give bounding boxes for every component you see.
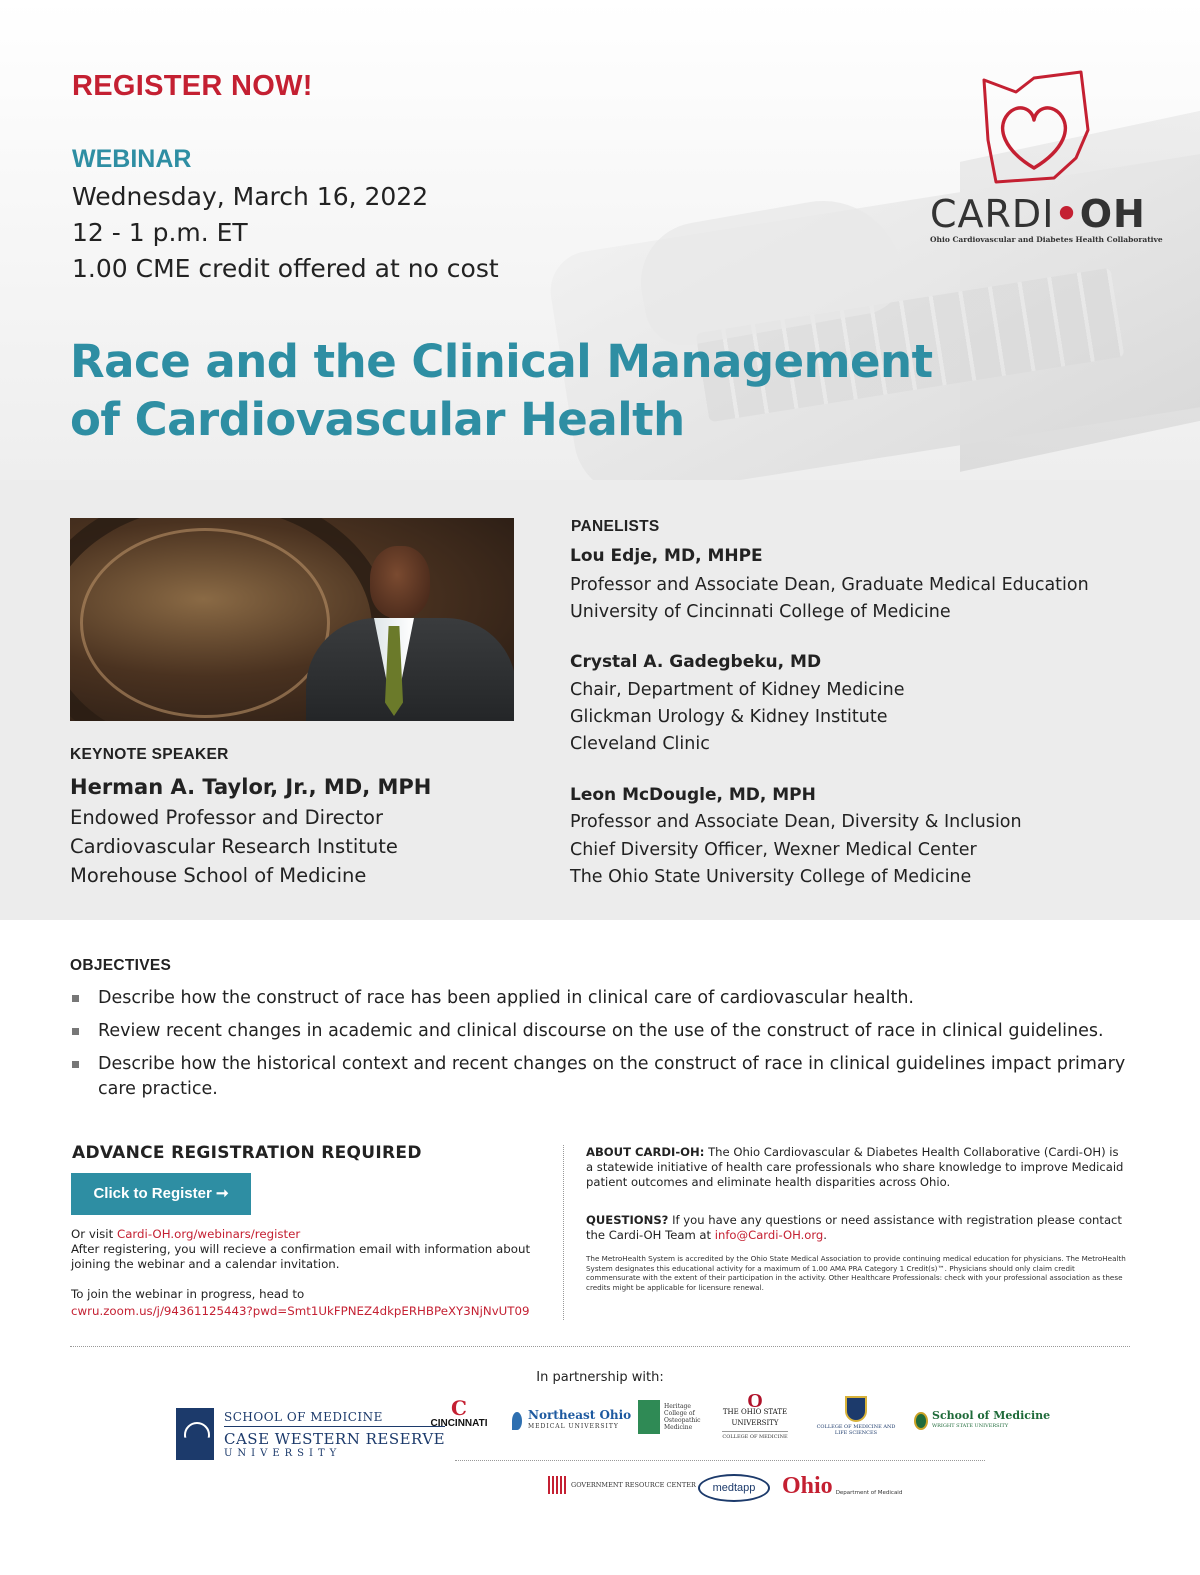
register-button[interactable]: Click to Register ➞ [71, 1173, 251, 1215]
ohio-heart-icon [926, 70, 1156, 190]
footer-divider [70, 1346, 1130, 1347]
neomed-name: Northeast Ohio [528, 1408, 632, 1422]
panelist-line: University of Cincinnati College of Medicine [570, 602, 951, 622]
panelist-name: Leon McDougle, MD, MPH [570, 785, 816, 805]
bullet-icon [72, 995, 79, 1002]
photo-figure-head [370, 546, 430, 618]
partner-divider [455, 1460, 985, 1461]
osu-block-o-icon: O [747, 1390, 763, 1412]
objective-text: Describe how the historical context and recent changes on the construct of race in clinical guidelines impact primary care practice. [98, 1054, 1126, 1099]
vertical-divider [563, 1145, 564, 1320]
ohio-medicaid-sub: Department of Medicaid [835, 1490, 903, 1496]
about-label: ABOUT CARDI-OH: [586, 1145, 705, 1159]
logo-wordmark-dot: • [1054, 192, 1080, 236]
contact-email-link[interactable]: info@Cardi-OH.org [714, 1228, 824, 1242]
toledo-name: COLLEGE OF MEDICINE AND LIFE SCIENCES [816, 1424, 896, 1436]
uc-logo [428, 1398, 490, 1429]
questions-label: QUESTIONS? [586, 1213, 669, 1227]
objective-item [72, 986, 1152, 1011]
heritage-name: Heritage College of Osteopathic Medicine [664, 1403, 701, 1431]
questions-period: . [823, 1228, 827, 1242]
ohio-wordmark: Ohio [782, 1473, 833, 1499]
neomed-sub: MEDICAL UNIVERSITY [528, 1423, 619, 1430]
uc-name: CINCINNATI [430, 1418, 488, 1429]
event-date: Wednesday, March 16, 2022 [72, 182, 429, 211]
osu-logo [716, 1390, 794, 1443]
objective-item [72, 1019, 1152, 1044]
join-text: To join the webinar in progress, head to [71, 1287, 305, 1301]
panelists-label: PANELISTS [571, 518, 660, 535]
event-time: 12 - 1 p.m. ET [72, 218, 248, 247]
cwru-university-text: UNIVERSITY [224, 1447, 342, 1459]
or-visit-text: Or visit [71, 1227, 117, 1241]
main-title [70, 333, 933, 449]
cwru-emblem-icon [176, 1408, 214, 1460]
zoom-link[interactable]: cwru.zoom.us/j/94361125443?pwd=Smt1UkFPNEZ4dkpERHBPeXY3NjNvUT09 [71, 1304, 530, 1318]
accreditation-statement: The MetroHealth System is accredited by the Ohio State Medical Association to provide continuing medical education for physicians. The MetroHealth System designates this educational activity for a maximum of 1.00 AMA PRA Category 1 Credit(s)™. Physicians should only claim credit commensurate with the extent of their participation in the activity. Other Healthcare Professionals: check with your professional association as these credits might be applicable for licensure renewal. [586, 1254, 1126, 1292]
cwru-name-text: CASE WESTERN RESERVE [224, 1429, 446, 1448]
event-cme: 1.00 CME credit offered at no cost [72, 254, 499, 283]
keynote-name: Herman A. Taylor, Jr., MD, MPH [70, 775, 432, 799]
webinar-label: WEBINAR [72, 145, 192, 173]
join-instructions [71, 1287, 551, 1319]
keynote-label: KEYNOTE SPEAKER [70, 746, 229, 763]
about-text: The Ohio Cardiovascular & Diabetes Health Collaborative (Cardi-OH) is a statewide initiative of health care professionals who share knowledge to improve Medicaid patient outcomes and eliminate health disparities across Ohio. [586, 1145, 1124, 1189]
register-instructions [71, 1227, 551, 1272]
panelist-name: Crystal A. Gadegbeku, MD [570, 652, 822, 672]
cwru-logo [176, 1408, 445, 1460]
objective-text: Describe how the construct of race has been applied in clinical care of cardiovascular health. [98, 988, 914, 1008]
main-title-line2: of Cardiovascular Health [70, 393, 685, 446]
keynote-institute: Cardiovascular Research Institute [70, 835, 398, 858]
ohio-medicaid-logo [782, 1474, 902, 1498]
panelist-line: Professor and Associate Dean, Graduate Medical Education [570, 575, 1089, 595]
medtapp-name: medtapp [698, 1474, 770, 1502]
keynote-title: Endowed Professor and Director [70, 806, 383, 829]
bullet-icon [72, 1028, 79, 1035]
heritage-logo [638, 1400, 712, 1434]
objective-item [72, 1052, 1152, 1102]
panelist-line: Professor and Associate Dean, Diversity & Inclusion [570, 812, 1022, 832]
after-registering-text: After registering, you will recieve a confirmation email with information about joining the webinar and a calendar invitation. [71, 1242, 531, 1271]
partnership-label: In partnership with: [536, 1370, 664, 1385]
neomed-logo [512, 1410, 631, 1432]
logo-wordmark-left: CARDI [930, 192, 1055, 236]
heritage-shield-icon [638, 1400, 660, 1434]
panelist-line: The Ohio State University College of Medicine [570, 867, 972, 887]
keynote-school: Morehouse School of Medicine [70, 864, 367, 887]
wright-name: School of Medicine [932, 1409, 1051, 1422]
bullet-icon [72, 1061, 79, 1068]
objectives-label: OBJECTIVES [70, 957, 172, 974]
register-now-heading: REGISTER NOW! [72, 70, 313, 102]
registration-label: ADVANCE REGISTRATION REQUIRED [72, 1143, 422, 1163]
about-cardi-oh [586, 1145, 1126, 1190]
panelist-line: Chief Diversity Officer, Wexner Medical Center [570, 840, 977, 860]
panelist-line: Cleveland Clinic [570, 734, 710, 754]
wright-state-emblem-icon [914, 1412, 928, 1430]
panelist-line: Chair, Department of Kidney Medicine [570, 680, 905, 700]
toledo-shield-icon [845, 1396, 867, 1422]
questions-block [586, 1213, 1126, 1243]
osu-sub: COLLEGE OF MEDICINE [722, 1431, 787, 1443]
keynote-speaker-photo [70, 518, 514, 721]
photo-seal-inner-ring [80, 528, 330, 718]
logo-wordmark-right: OH [1079, 192, 1146, 236]
panelist-name: Lou Edje, MD, MHPE [570, 546, 763, 566]
questions-text: If you have any questions or need assistance with registration please contact the Cardi-OH Team at [586, 1213, 1122, 1242]
uc-mark-icon: C [451, 1396, 467, 1420]
neomed-flame-icon [512, 1412, 522, 1430]
speakers-section [0, 480, 1200, 920]
register-link[interactable]: Cardi-OH.org/webinars/register [116, 1227, 301, 1241]
wright-sub: WRIGHT STATE UNIVERSITY [932, 1423, 1009, 1429]
toledo-logo [815, 1396, 897, 1436]
panelist-line: Glickman Urology & Kidney Institute [570, 707, 888, 727]
medtapp-logo [698, 1474, 770, 1502]
main-title-line1: Race and the Clinical Management [70, 335, 933, 388]
grc-bars-icon [548, 1476, 566, 1494]
cwru-school-text: SCHOOL OF MEDICINE [224, 1410, 445, 1427]
grc-name: GOVERNMENT RESOURCE CENTER [571, 1480, 696, 1489]
cardi-oh-logo [926, 70, 1163, 250]
grc-logo [548, 1476, 696, 1494]
osu-name: THE OHIO STATE UNIVERSITY [722, 1408, 788, 1427]
wright-state-logo [914, 1410, 1050, 1432]
logo-wordmark [930, 192, 1146, 236]
logo-tagline: Ohio Cardiovascular and Diabetes Health Collaborative [930, 235, 1163, 244]
objective-text: Review recent changes in academic and clinical discourse on the use of the construct of race in clinical guidelines. [98, 1021, 1104, 1041]
